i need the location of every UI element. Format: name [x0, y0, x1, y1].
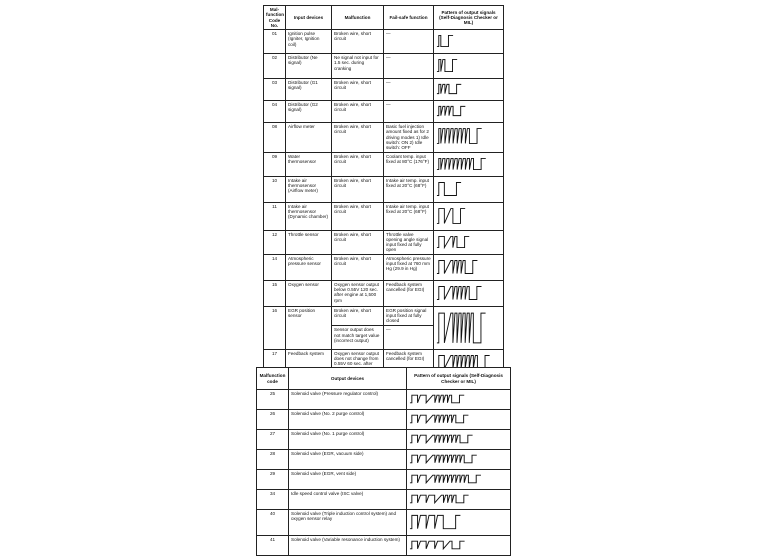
signal-pattern — [434, 280, 504, 306]
signal-pattern — [434, 79, 504, 101]
signal-pattern — [407, 536, 511, 556]
output-device-cell: Solenoid valve (EGR, vent side) — [289, 470, 407, 490]
header-code: Mal-function Code No. — [264, 6, 286, 30]
code-cell: 12 — [264, 230, 286, 254]
output-device-cell: Idle speed control valve (ISC valve) — [289, 490, 407, 510]
code-cell: 41 — [257, 536, 289, 556]
waveform-line — [437, 236, 469, 247]
code-cell: 11 — [264, 202, 286, 230]
code-cell: 25 — [257, 390, 289, 410]
waveform-line — [410, 515, 460, 528]
input-device-cell: Distributor (G1 signal) — [286, 79, 332, 101]
waveform-line — [410, 475, 481, 483]
signal-waveform — [436, 308, 501, 348]
table-row — [264, 152, 504, 176]
malfunction-cell: Broken wire, short circuit — [332, 79, 384, 101]
output-device-cell: Solenoid valve (Pressure regulator control) — [289, 390, 407, 410]
diagnosis-table-input-devices — [263, 5, 504, 376]
table-row — [257, 490, 511, 510]
input-device-cell: Intake air thermosensor (Dynamic chamber) — [286, 202, 332, 230]
code-cell: 14 — [264, 254, 286, 280]
signal-pattern — [434, 30, 504, 54]
signal-pattern — [434, 254, 504, 280]
signal-waveform — [409, 451, 508, 467]
code-cell: 29 — [257, 470, 289, 490]
malfunction-cell: Ne signal not input for 1.5 sec. during cranking — [332, 54, 384, 79]
table-row — [257, 510, 511, 536]
output-device-cell: Solenoid valve (No. 2 purge control) — [289, 410, 407, 430]
signal-waveform — [409, 411, 508, 427]
signal-pattern — [407, 430, 511, 450]
failsafe-cell: — — [384, 54, 434, 79]
waveform-line — [437, 158, 486, 169]
signal-waveform — [436, 256, 501, 278]
signal-pattern — [434, 230, 504, 254]
signal-waveform — [409, 491, 508, 507]
signal-waveform — [409, 511, 508, 533]
waveform-line — [437, 106, 465, 115]
failsafe-cell: Atmospheric pressure input fixed at 760 mm Hg (29.9 in Hg) — [384, 254, 434, 280]
code-cell: 01 — [264, 30, 286, 54]
input-device-cell: Distributor (G2 signal) — [286, 101, 332, 123]
table-row — [264, 254, 504, 280]
malfunction-cell: Broken wire, short circuit — [332, 123, 384, 152]
output-device-cell: Solenoid valve (No. 1 purge control) — [289, 430, 407, 450]
output-device-cell: Solenoid valve (Variable resonance induction system) — [289, 536, 407, 556]
signal-waveform — [436, 282, 501, 304]
table-row — [264, 202, 504, 230]
malfunction-cell: Broken wire, short circuit — [332, 152, 384, 176]
code-cell: 28 — [257, 450, 289, 470]
signal-waveform — [436, 204, 501, 228]
header-input-devices: Input devices — [286, 6, 332, 30]
code-cell: 02 — [264, 54, 286, 79]
signal-pattern — [407, 410, 511, 430]
malfunction-cell: Oxygen sensor output does not change from 0.55V 60 sec. after — [332, 349, 384, 375]
signal-pattern — [434, 176, 504, 202]
signal-pattern — [434, 101, 504, 123]
waveform-line — [410, 395, 464, 403]
input-device-cell: Airflow meter — [286, 123, 332, 152]
table-row — [264, 306, 504, 326]
malfunction-cell: Broken wire, short circuit — [332, 254, 384, 280]
signal-pattern — [434, 152, 504, 176]
input-device-cell: Intake air thermosensor (Airflow meter) — [286, 176, 332, 202]
waveform-line — [437, 36, 453, 47]
waveform-line — [410, 455, 477, 463]
failsafe-cell: Basic fuel injection amount fixed as for 2 driving modes 1) Idle switch: ON 2) Idle switch: OFF — [384, 123, 434, 152]
signal-pattern — [434, 202, 504, 230]
failsafe-cell: — — [384, 326, 434, 349]
signal-waveform — [409, 431, 508, 447]
code-cell: 08 — [264, 123, 286, 152]
failsafe-cell: Intake air temp. input fixed at 20°C (68°F) — [384, 202, 434, 230]
signal-pattern — [407, 450, 511, 470]
code-cell: 03 — [264, 79, 286, 101]
malfunction-cell: Broken wire, short circuit — [332, 30, 384, 54]
table-row — [257, 536, 511, 556]
signal-waveform — [436, 55, 501, 76]
table-row — [264, 123, 504, 152]
code-cell: 17 — [264, 349, 286, 375]
signal-waveform — [409, 471, 508, 487]
failsafe-cell: Coolant temp. input fixed at 80°C (176°F) — [384, 152, 434, 176]
header-malfunction: Malfunction — [332, 6, 384, 30]
table-row — [264, 176, 504, 202]
waveform-line — [410, 541, 465, 549]
table-row — [264, 79, 504, 101]
table-row — [257, 470, 511, 490]
signal-pattern — [434, 123, 504, 152]
signal-waveform — [436, 102, 501, 120]
signal-pattern — [434, 54, 504, 79]
header-pattern-2: Pattern of output signals (Self-Diagnosis Checker or MIL) — [407, 368, 511, 390]
input-device-cell: Water thermosensor — [286, 152, 332, 176]
malfunction-cell: Broken wire, short circuit — [332, 176, 384, 202]
table-row — [257, 430, 511, 450]
code-cell: 26 — [257, 410, 289, 430]
malfunction-cell: Oxygen sensor output below 0.55V 120 sec. after engine at 1,500 rpm — [332, 280, 384, 306]
code-cell: 04 — [264, 101, 286, 123]
malfunction-cell: Broken wire, short circuit — [332, 202, 384, 230]
malfunction-cell: Broken wire, short circuit — [332, 101, 384, 123]
input-device-cell: Atmospheric pressure sensor — [286, 254, 332, 280]
code-cell: 16 — [264, 306, 286, 349]
waveform-line — [410, 435, 473, 443]
signal-pattern — [407, 470, 511, 490]
code-cell: 27 — [257, 430, 289, 450]
code-cell: 09 — [264, 152, 286, 176]
header-output-devices: Output devices — [289, 368, 407, 390]
signal-waveform — [436, 31, 501, 51]
signal-waveform — [436, 124, 501, 148]
failsafe-cell: — — [384, 79, 434, 101]
signal-pattern — [407, 490, 511, 510]
waveform-line — [437, 208, 465, 223]
waveform-line — [437, 286, 482, 299]
waveform-line — [437, 60, 457, 72]
waveform-line — [437, 313, 486, 343]
header-failsafe: Fail-safe function — [384, 6, 434, 30]
signal-waveform — [409, 537, 508, 553]
table-row — [264, 230, 504, 254]
table-row — [264, 54, 504, 79]
input-device-cell: EGR position sensor — [286, 306, 332, 349]
signal-waveform — [436, 178, 501, 200]
signal-pattern — [407, 390, 511, 410]
malfunction-cell: Broken wire, short circuit — [332, 230, 384, 254]
input-device-cell: Throttle sensor — [286, 230, 332, 254]
table-row — [264, 30, 504, 54]
output-device-cell: Solenoid valve (EGR, vacuum side) — [289, 450, 407, 470]
signal-waveform — [409, 391, 508, 407]
failsafe-cell: Intake air temp. input fixed at 20°C (68°F) — [384, 176, 434, 202]
diagnosis-table-output-devices — [256, 367, 511, 556]
signal-waveform — [436, 154, 501, 174]
failsafe-cell: Throttle valve opening angle signal input fixed at fully open — [384, 230, 434, 254]
failsafe-cell: EGR position signal input fixed at fully closed — [384, 306, 434, 326]
waveform-line — [437, 260, 477, 273]
code-cell: 10 — [264, 176, 286, 202]
code-cell: 34 — [257, 490, 289, 510]
input-device-cell: Ignition pulse (Igniter, Ignition coil) — [286, 30, 332, 54]
signal-waveform — [436, 80, 501, 98]
output-device-cell: Solenoid valve (Triple induction control system) and oxygen sensor relay — [289, 510, 407, 536]
input-device-cell: Feedback system — [286, 349, 332, 375]
code-cell: 40 — [257, 510, 289, 536]
signal-pattern — [407, 510, 511, 536]
input-device-cell: Distributor (Ne signal) — [286, 54, 332, 79]
failsafe-cell: — — [384, 101, 434, 123]
failsafe-cell: — — [384, 30, 434, 54]
waveform-line — [410, 415, 468, 423]
table-row — [257, 450, 511, 470]
header-pattern: Pattern of output signals (Self-Diagnosis Checker or MIL) — [434, 6, 504, 30]
input-device-cell: Oxygen sensor — [286, 280, 332, 306]
waveform-line — [437, 84, 461, 93]
table-row — [257, 390, 511, 410]
table-row — [257, 410, 511, 430]
failsafe-cell: Feedback system cancelled (for EGI) — [384, 280, 434, 306]
waveform-line — [410, 495, 469, 503]
malfunction-cell: Broken wire, short circuit — [332, 306, 384, 326]
signal-pattern — [434, 306, 504, 349]
waveform-line — [437, 129, 482, 144]
table-row — [264, 101, 504, 123]
header-malfunction-code: Malfunction code — [257, 368, 289, 390]
failsafe-cell: Feedback system cancelled (for EGI) — [384, 349, 434, 375]
signal-waveform — [436, 232, 501, 252]
malfunction-cell: Sensor output does not match target value (incorrect output) — [332, 326, 384, 349]
table-row — [264, 280, 504, 306]
code-cell: 15 — [264, 280, 286, 306]
waveform-line — [437, 182, 461, 195]
